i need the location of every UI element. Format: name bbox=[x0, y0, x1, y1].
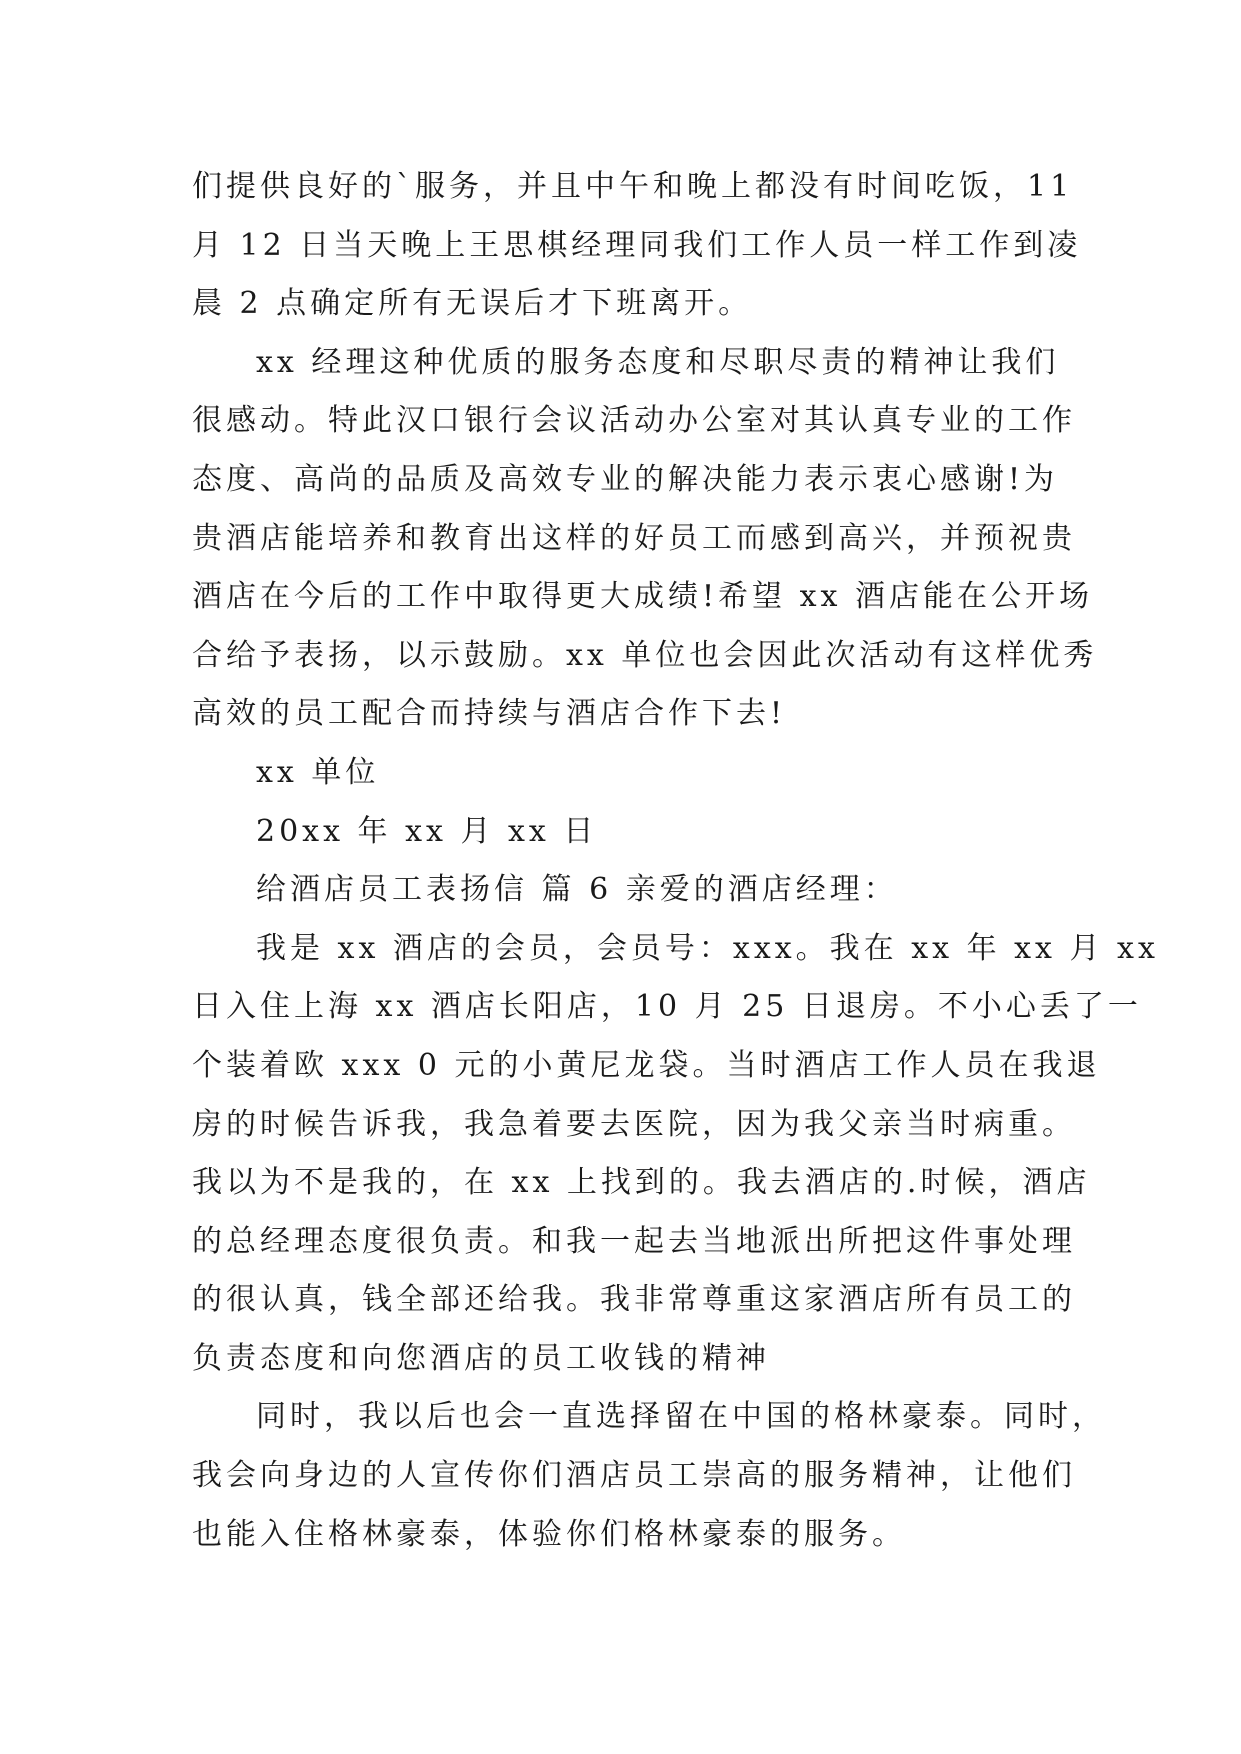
text-line: 贵酒店能培养和教育出这样的好员工而感到高兴，并预祝贵 bbox=[192, 520, 1076, 556]
text-line: 日入住上海 xx 酒店长阳店，10 月 25 日退房。不小心丢了一 bbox=[192, 989, 1142, 1025]
signature-date: 20xx 年 xx 月 xx 日 bbox=[256, 813, 598, 849]
paragraph-start-line: xx 经理这种优质的服务态度和尽职尽责的精神让我们 bbox=[256, 344, 1060, 380]
text-line: 酒店在今后的工作中取得更大成绩!希望 xx 酒店能在公开场 bbox=[192, 579, 1093, 615]
text-line: 态度、高尚的品质及高效专业的解决能力表示衷心感谢!为 bbox=[192, 461, 1059, 497]
text-line: 也能入住格林豪泰，体验你们格林豪泰的服务。 bbox=[192, 1516, 906, 1552]
text-line: 合给予表扬，以示鼓励。xx 单位也会因此次活动有这样优秀 bbox=[192, 637, 1098, 673]
paragraph-start-line: 同时，我以后也会一直选择留在中国的格林豪泰。同时， bbox=[256, 1399, 1106, 1435]
text-line: 负责态度和向您酒店的员工收钱的精神 bbox=[192, 1340, 770, 1376]
text-line: 们提供良好的`服务，并且中午和晚上都没有时间吃饭，11 bbox=[192, 169, 1074, 204]
text-line: 高效的员工配合而持续与酒店合作下去! bbox=[192, 696, 787, 732]
text-line: 个装着欧 xxx 0 元的小黄尼龙袋。当时酒店工作人员在我退 bbox=[192, 1047, 1101, 1083]
text-line: 的很认真，钱全部还给我。我非常尊重这家酒店所有员工的 bbox=[192, 1282, 1076, 1318]
text-line: 的总经理态度很负责。和我一起去当地派出所把这件事处理 bbox=[192, 1223, 1076, 1259]
document-body bbox=[192, 158, 1159, 1564]
signature-unit: xx 单位 bbox=[256, 754, 380, 790]
text-line: 我会向身边的人宣传你们酒店员工崇高的服务精神，让他们 bbox=[192, 1458, 1076, 1494]
text-line: 我以为不是我的，在 xx 上找到的。我去酒店的.时候，酒店 bbox=[192, 1165, 1091, 1201]
section-heading-line: 给酒店员工表扬信 篇 6 亲爱的酒店经理： bbox=[256, 872, 898, 908]
text-line: 月 12 日当天晚上王思棋经理同我们工作人员一样工作到凌 bbox=[192, 227, 1082, 263]
paragraph-start-line: 我是 xx 酒店的会员，会员号：xxx。我在 xx 年 xx 月 xx bbox=[256, 930, 1159, 966]
text-line: 晨 2 点确定所有无误后才下班离开。 bbox=[192, 286, 753, 322]
text-line: 房的时候告诉我，我急着要去医院，因为我父亲当时病重。 bbox=[192, 1106, 1076, 1142]
text-line: 很感动。特此汉口银行会议活动办公室对其认真专业的工作 bbox=[192, 403, 1076, 439]
